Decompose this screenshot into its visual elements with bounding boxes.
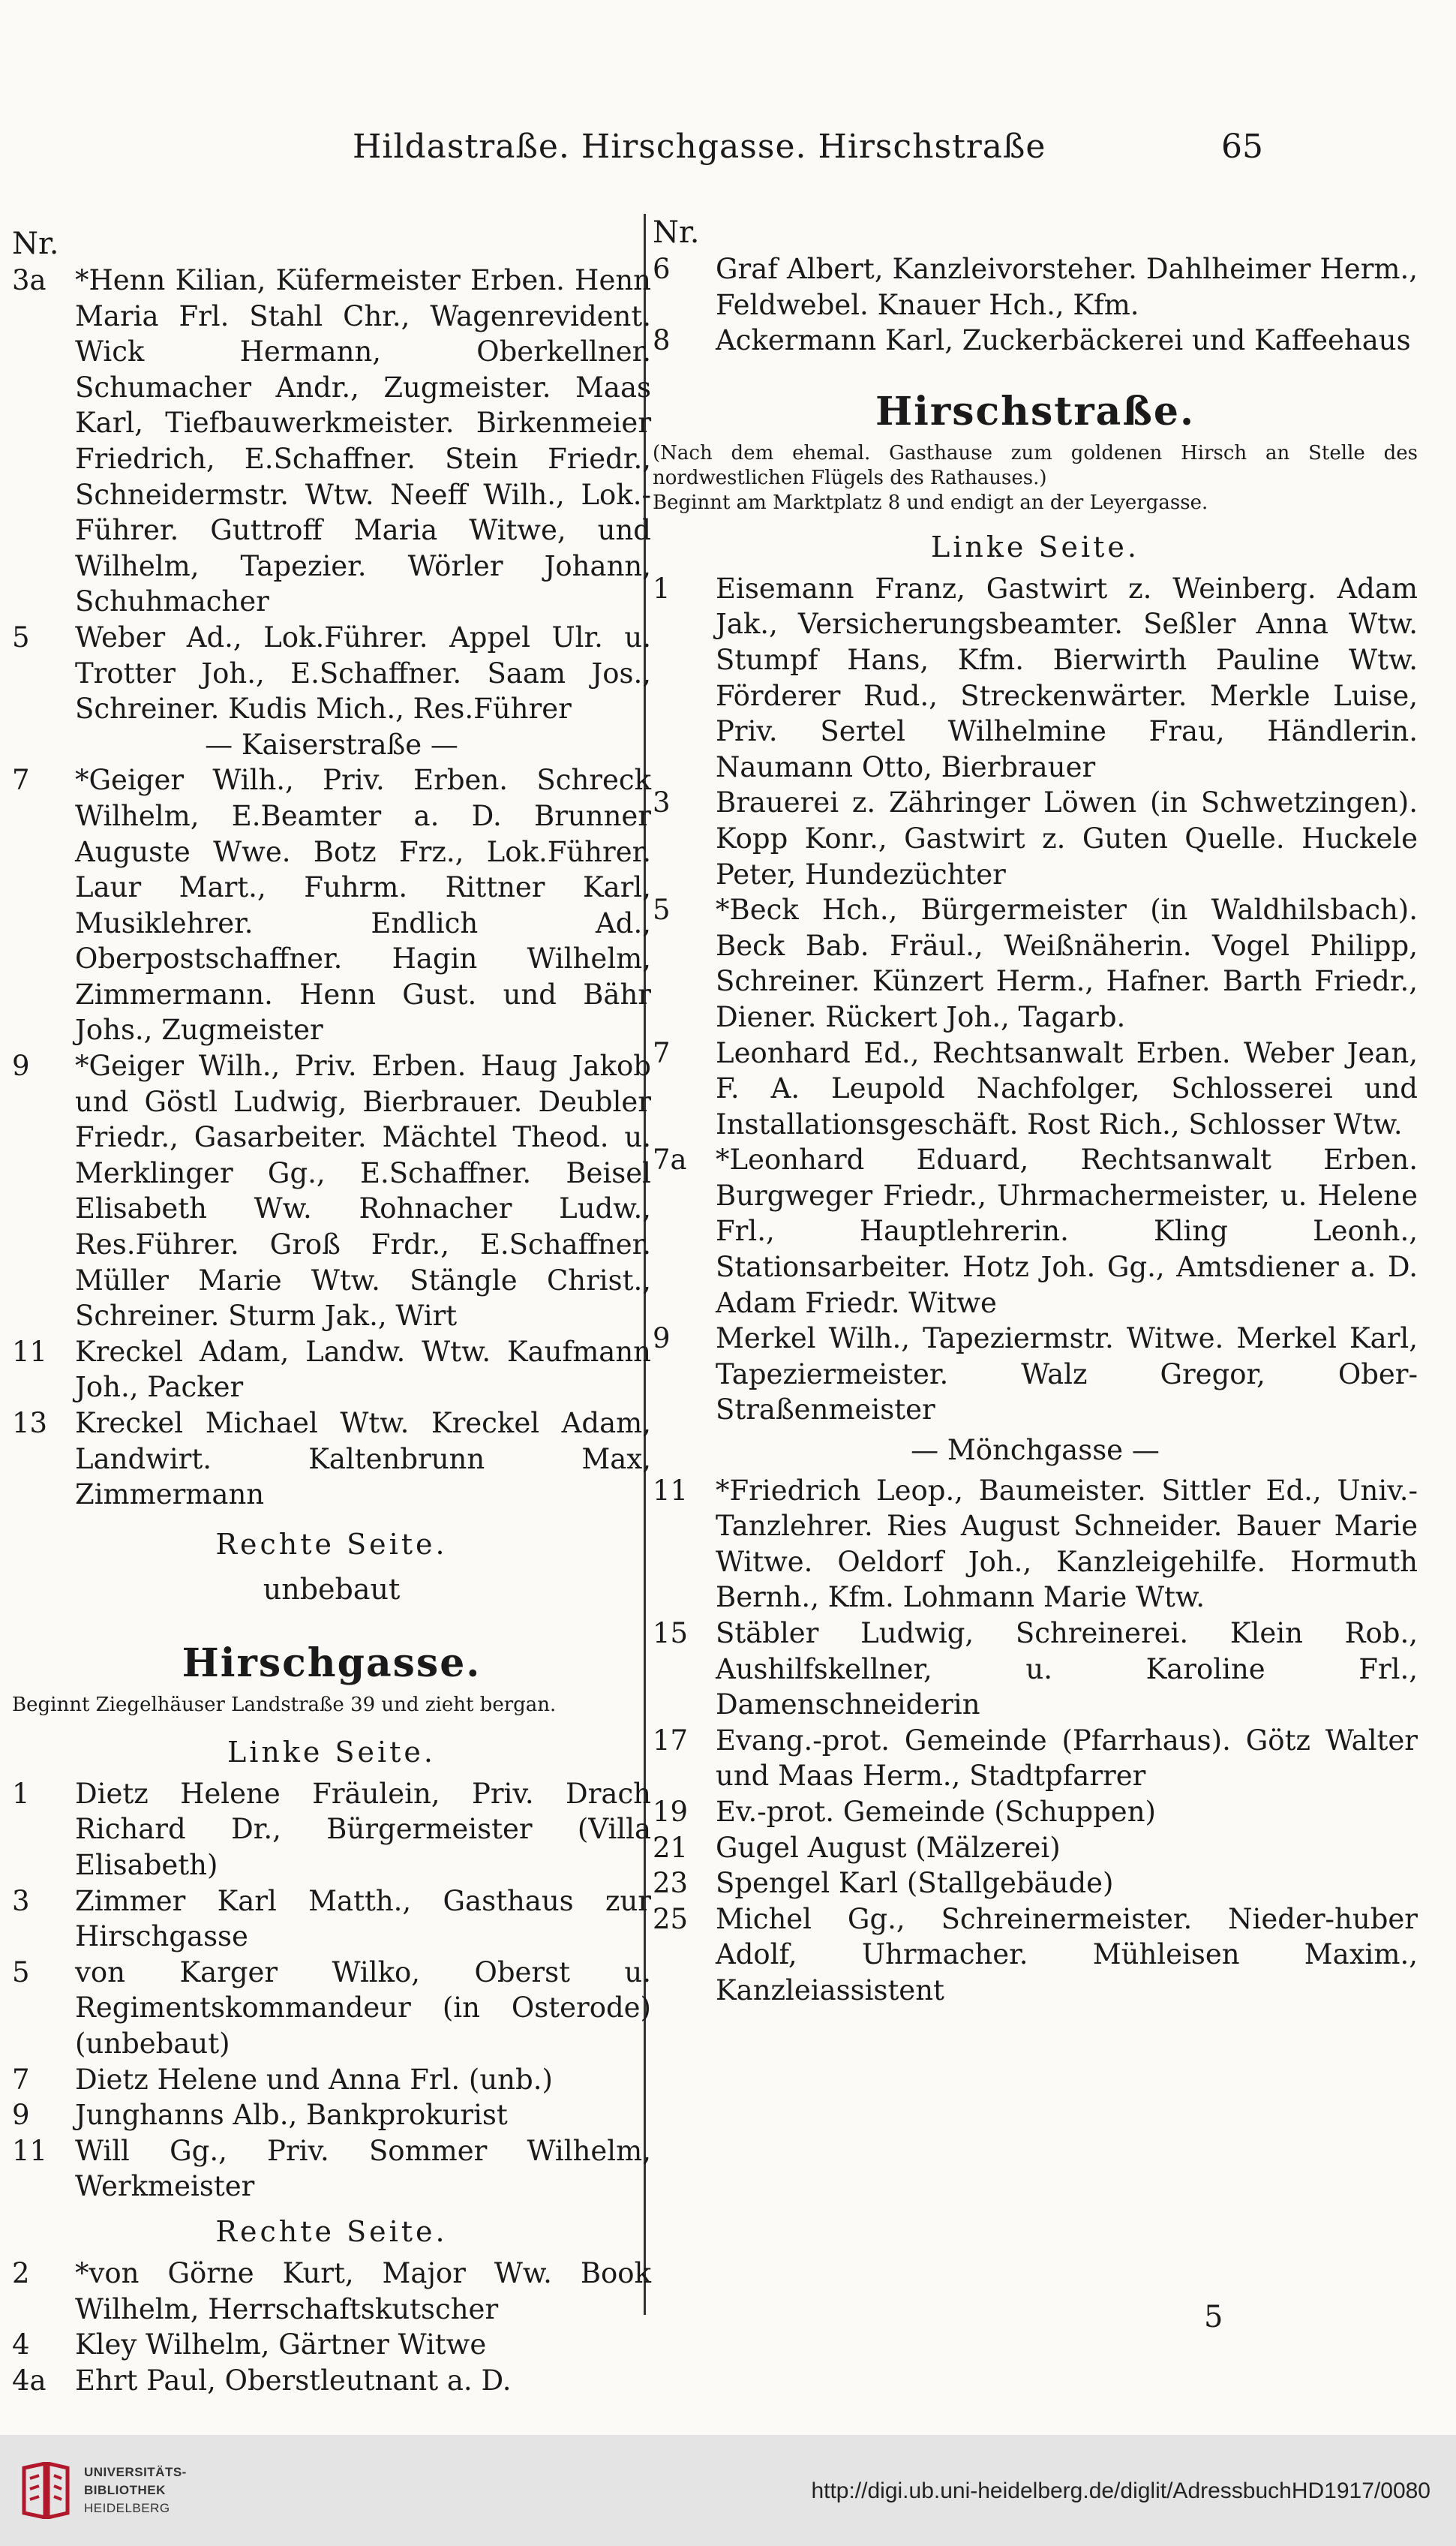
entry-text: Dietz Helene Fräulein, Priv. Drach Richard Dr., Bürgermeister (Villa Elisabeth) [75, 1777, 651, 1881]
entry-text: Weber Ad., Lok.Führer. Appel Ulr. u. Trotter Joh., E.Schaffner. Saam Jos., Schreiner. Kudis Mich., Res.Führer [75, 621, 651, 726]
house-number: 15 [653, 1617, 689, 1649]
address-entry [653, 1723, 1418, 1794]
hirschgasse-left-heading: Linke Seite. [227, 1735, 436, 1769]
address-entry [12, 1405, 651, 1513]
house-number: 5 [12, 621, 30, 654]
entry-text: Ehrt Paul, Oberstleutnant a. D. [75, 2364, 512, 2397]
address-entry [653, 1036, 1418, 1143]
house-number: 23 [653, 1867, 689, 1900]
address-entry [653, 892, 1418, 1035]
nr-label: Nr. [12, 227, 59, 261]
house-number: 1 [12, 1777, 30, 1810]
header-title: Hildastraße. Hirschgasse. Hirschstraße [353, 128, 1046, 166]
street-title-hirschgasse: Hirschgasse. [182, 1640, 482, 1686]
entry-text: *Beck Hch., Bürgermeister (in Waldhilsbach). Beck Bab. Fräul., Weißnäherin. Vogel Philipp, Schreiner. Künzert Herm., Hafner. Barth Friedr., Diener. Rückert Joh., Tagarb. [716, 894, 1418, 1033]
address-entry [653, 1794, 1418, 1830]
address-entry [12, 2133, 651, 2205]
header-page-number: 65 [1221, 128, 1263, 166]
house-number: 11 [12, 1335, 48, 1368]
hildastrasse-entries-a [12, 263, 651, 727]
address-entry [653, 571, 1418, 786]
entry-text: *Leonhard Eduard, Rechtsanwalt Erben. Burgweger Friedr., Uhrmachermeister, u. Helene Frl., Hauptlehrerin. Kling Leonh., Stationsarbeiter. Hotz Joh. Gg., Amtsdiener a. D. Adam Friedr. Witwe [716, 1144, 1418, 1319]
house-number: 8 [653, 324, 671, 357]
house-number: 4a [12, 2364, 47, 2397]
entry-text: Michel Gg., Schreinermeister. Nieder-huber Adolf, Uhrmacher. Mühleisen Maxim., Kanzleiassistent [716, 1902, 1418, 2006]
address-entry [12, 762, 651, 1048]
entry-text: Zimmer Karl Matth., Gasthaus zur Hirschgasse [75, 1884, 651, 1953]
address-entry [653, 323, 1418, 359]
permalink-url[interactable]: http://digi.ub.uni-heidelberg.de/diglit/AdressbuchHD1917/0080 [811, 2478, 1430, 2503]
street-title-hirschstrasse: Hirschstraße. [875, 388, 1196, 434]
hirschstrasse-entries-a [653, 571, 1418, 1428]
library-name-line3: HEIDELBERG [84, 2501, 170, 2515]
house-number: 13 [12, 1407, 48, 1439]
entry-text: *Geiger Wilh., Priv. Erben. Schreck Wilhelm, E.Beamter a. D. Brunner Auguste Wwe. Botz Frz., Lok.Führer. Laur Mart., Fuhrm. Rittner Karl, Musiklehrer. Endlich Ad., Oberpostschaffner. Hagin Wilhelm, Zimmermann. Henn Gust. und Bähr Johs., Zugmeister [75, 764, 651, 1047]
library-name-line2: BIBLIOTHEK [84, 2483, 166, 2497]
hirschstrasse-left-heading: Linke Seite. [931, 530, 1139, 564]
address-entry [12, 1048, 651, 1334]
house-number: 1 [653, 572, 671, 605]
address-entry [653, 251, 1418, 323]
hildastrasse-entries-b [12, 762, 651, 1512]
entry-text: *Friedrich Leop., Baumeister. Sittler Ed., Univ.-Tanzlehrer. Ries August Schneider. Bauer Marie Witwe. Oeldorf Joh., Kanzleigehilfe. Hormuth Bernh., Kfm. Lohmann Marie Wtw. [716, 1474, 1418, 1614]
house-number: 9 [12, 2099, 30, 2132]
signature-mark: 5 [1204, 2300, 1223, 2334]
hirschstrasse-note-route: Beginnt am Marktplatz 8 und endigt an der Leyergasse. [653, 491, 1208, 514]
address-entry [653, 1865, 1418, 1901]
entry-text: *Geiger Wilh., Priv. Erben. Haug Jakob und Göstl Ludwig, Bierbrauer. Deubler Friedr., Gasarbeiter. Mächtel Theod. u. Merklinger Gg., E.Schaffner. Beisel Elisabeth Ww. Rohnacher Ludw., Res.Führer. Groß Frdr., E.Schaffner. Müller Marie Wtw. Stängle Christ., Schreiner. Sturm Jak., Wirt [75, 1050, 651, 1333]
address-entry [653, 1321, 1418, 1428]
hirschstrasse-note-origin: (Nach dem ehemal. Gasthause zum goldenen Hirsch an Stelle des nordwestlichen Flügels des Rathauses.) [653, 441, 1418, 489]
cross-street-moenchgasse: — Mönchgasse — [911, 1434, 1160, 1467]
house-number: 9 [653, 1322, 671, 1355]
right-side-heading: Rechte Seite. [215, 1527, 448, 1561]
entry-text: Spengel Karl (Stallgebäude) [716, 1867, 1114, 1900]
address-entry [12, 1334, 651, 1405]
viewer-footer [0, 2435, 1456, 2546]
address-entry [12, 1955, 651, 2062]
library-name [84, 2463, 187, 2517]
house-number: 7a [653, 1144, 687, 1177]
library-name-line1: UNIVERSITÄTS- [84, 2465, 187, 2479]
entry-text: Stäbler Ludwig, Schreinerei. Klein Rob., Aushilfskellner, u. Karoline Frl., Damenschneiderin [716, 1617, 1418, 1721]
entry-text: Kley Wilhelm, Gärtner Witwe [75, 2328, 487, 2361]
entry-text: Merkel Wilh., Tapeziermstr. Witwe. Merkel Karl, Tapeziermeister. Walz Gregor, Ober-Straßenmeister [716, 1322, 1418, 1426]
house-number: 3 [12, 1884, 30, 1917]
house-number: 7 [12, 2063, 30, 2096]
nr-label-right: Nr. [653, 215, 700, 250]
entry-text: Will Gg., Priv. Sommer Wilhelm, Werkmeister [75, 2134, 651, 2203]
address-entry [12, 2327, 651, 2363]
entry-text: Evang.-prot. Gemeinde (Pfarrhaus). Götz Walter und Maas Herm., Stadtpfarrer [716, 1724, 1418, 1793]
entry-text: Kreckel Michael Wtw. Kreckel Adam, Landwirt. Kaltenbrunn Max, Zimmermann [75, 1407, 651, 1511]
cross-street-kaiserstrasse: — Kaiserstraße — [205, 728, 458, 761]
address-entry [12, 2062, 651, 2098]
address-entry [653, 1901, 1418, 2009]
address-entry [653, 785, 1418, 892]
entry-text: *Henn Kilian, Küfermeister Erben. Henn Maria Frl. Stahl Chr., Wagenrevident. Wick Hermann, Oberkellner. Schumacher Andr., Zugmeister. Maas Karl, Tiefbauwerkmeister. Birkenmeier Friedrich, E.Schaffner. Stein Friedr., Schneidermstr. Wtw. Neeff Wilh., Lok.-Führer. Guttroff Maria Witwe, und Wilhelm, Tapezier. Wörler Johann, Schuhmacher [75, 264, 651, 618]
entry-text: Brauerei z. Zähringer Löwen (in Schwetzingen). Kopp Konr., Gastwirt z. Guten Quelle. Huckele Peter, Hundezüchter [716, 786, 1418, 891]
address-entry [12, 1776, 651, 1883]
house-number: 7 [653, 1036, 671, 1069]
entry-text: Eisemann Franz, Gastwirt z. Weinberg. Adam Jak., Versicherungsbeamter. Seßler Anna Wtw. Stumpf Hans, Kfm. Bierwirth Pauline Wtw. Förderer Rud., Streckenwärter. Merkle Luise, Priv. Sertel Wilhelmine Frau, Händlerin. Naumann Otto, Bierbrauer [716, 572, 1418, 783]
house-number: 2 [12, 2256, 30, 2289]
house-number: 21 [653, 1831, 689, 1864]
right-column [653, 214, 1418, 2009]
address-entry [12, 620, 651, 727]
entry-text: Dietz Helene und Anna Frl. (unb.) [75, 2063, 553, 2096]
entry-text: Ackermann Karl, Zuckerbäckerei und Kaffeehaus [716, 324, 1411, 357]
address-entry [653, 1616, 1418, 1723]
hirschgasse-left-entries [12, 1776, 651, 2205]
house-number: 3 [653, 786, 671, 819]
address-entry [12, 1883, 651, 1955]
entry-text: Ev.-prot. Gemeinde (Schuppen) [716, 1795, 1156, 1828]
entry-text: Gugel August (Mälzerei) [716, 1831, 1061, 1864]
house-number: 11 [653, 1474, 689, 1507]
entry-text: Junghanns Alb., Bankprokurist [75, 2099, 508, 2132]
hirschgasse-entries-continued [653, 251, 1418, 359]
house-number: 17 [653, 1724, 689, 1757]
hirschgasse-right-entries [12, 2256, 651, 2398]
left-column [12, 225, 651, 2398]
house-number: 11 [12, 2134, 48, 2167]
address-entry [12, 2363, 651, 2399]
house-number: 6 [653, 253, 671, 285]
house-number: 3a [12, 264, 47, 296]
running-header [0, 128, 1456, 180]
address-entry [12, 2256, 651, 2327]
house-number: 19 [653, 1795, 689, 1828]
hirschgasse-note: Beginnt Ziegelhäuser Landstraße 39 und zieht bergan. [12, 1693, 557, 1716]
university-library-logo-icon [20, 2462, 72, 2519]
address-entry [653, 1473, 1418, 1616]
entry-text: von Karger Wilko, Oberst u. Regimentskommandeur (in Osterode) (unbebaut) [75, 1955, 651, 2060]
house-number: 5 [653, 894, 671, 927]
hirschgasse-right-heading: Rechte Seite. [215, 2214, 448, 2248]
entry-text: Kreckel Adam, Landw. Wtw. Kaufmann Joh., Packer [75, 1335, 651, 1404]
house-number: 5 [12, 1955, 30, 1988]
entry-text: *von Görne Kurt, Major Ww. Book Wilhelm, Herrschaftskutscher [75, 2256, 651, 2325]
entry-text: Leonhard Ed., Rechtsanwalt Erben. Weber Jean, F. A. Leupold Nachfolger, Schlosserei und Installationsgeschäft. Rost Rich., Schlosser Wtw. [716, 1036, 1418, 1141]
house-number: 7 [12, 764, 30, 797]
address-entry [653, 1142, 1418, 1321]
house-number: 4 [12, 2328, 30, 2361]
hirschstrasse-entries-b [653, 1473, 1418, 2009]
house-number: 9 [12, 1050, 30, 1083]
right-side-unbebaut: unbebaut [263, 1572, 401, 1606]
entry-text: Graf Albert, Kanzleivorsteher. Dahlheimer Herm., Feldwebel. Knauer Hch., Kfm. [716, 253, 1418, 321]
house-number: 25 [653, 1902, 689, 1935]
address-entry [12, 2097, 651, 2133]
address-entry [653, 1830, 1418, 1866]
address-entry [12, 263, 651, 620]
